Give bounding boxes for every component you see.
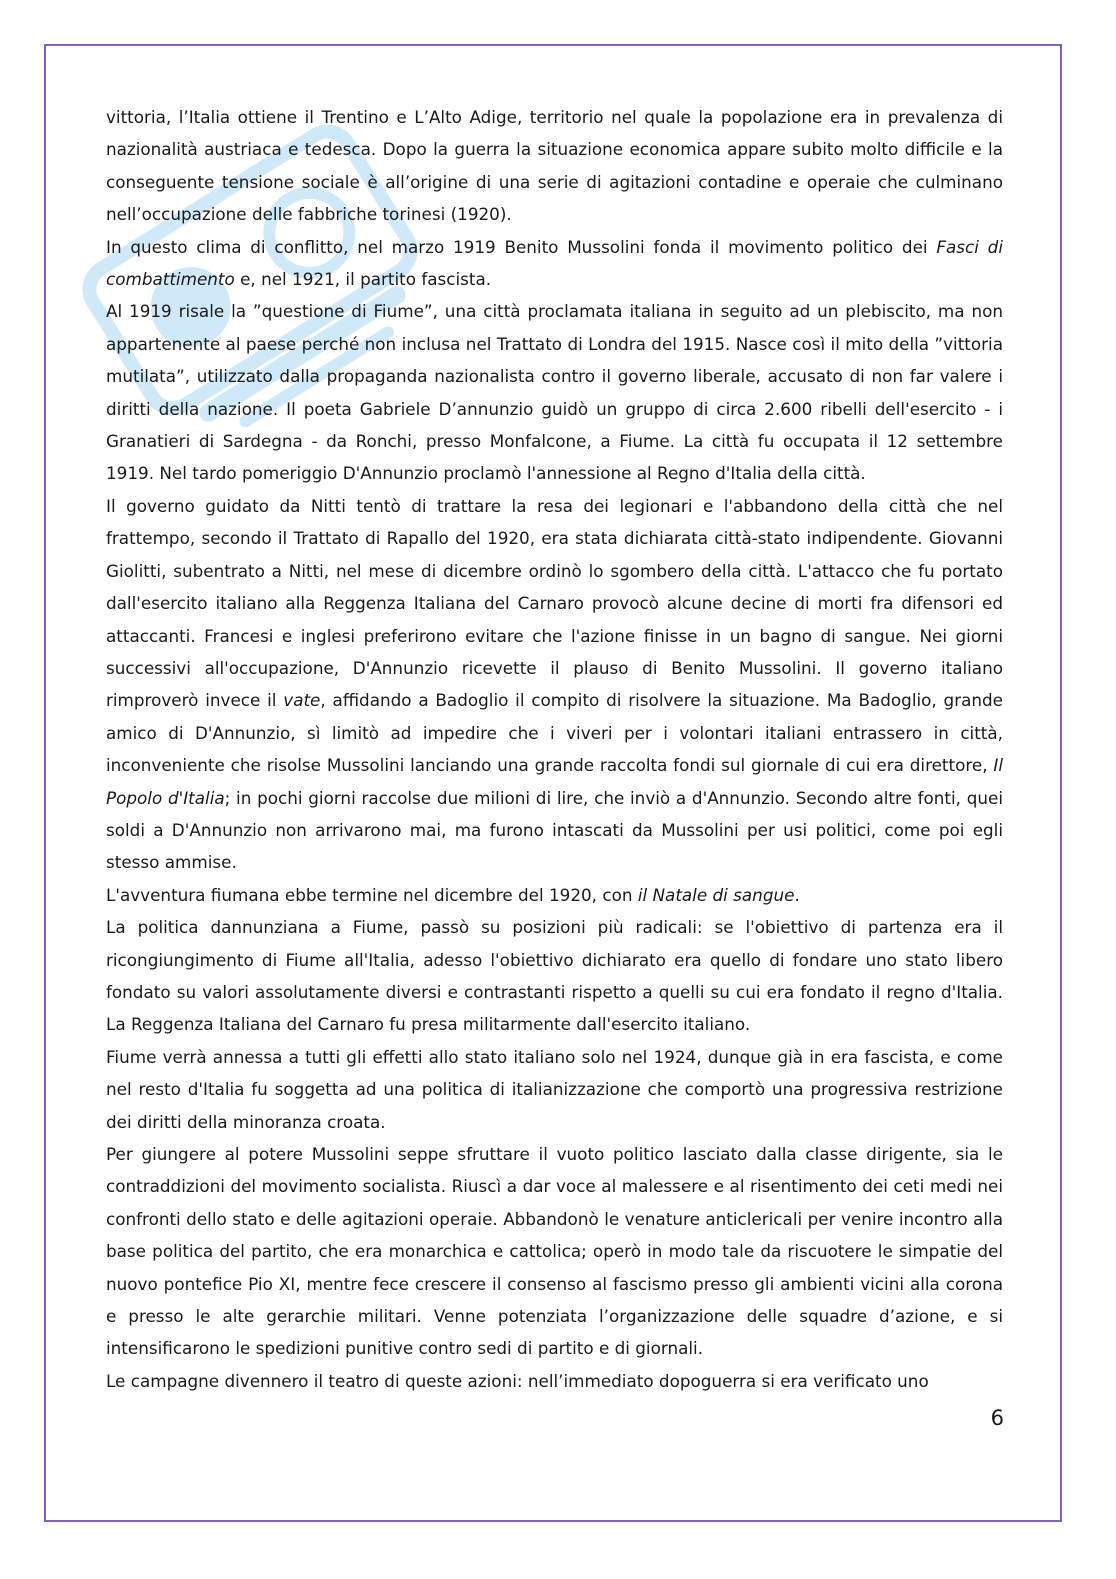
paragraph: [106, 101, 1003, 231]
paragraph: [106, 911, 1003, 1041]
italic-text: Il Popolo d'Italia: [106, 755, 1003, 808]
paragraph: [106, 295, 1003, 489]
text-run: La politica dannunziana a Fiume, passò su posizioni più radicali: se l'obiettivo di partenza era il ricongiungimento di Fiume all'Italia, adesso l'obiettivo dichiarato era quello di fondare uno stato libero fondato su valori assolutamente diversi e contrastanti rispetto a quelli su cui era fondato il regno d'Italia. La Reggenza Italiana del Carnaro fu presa militarmente dall'esercito italiano.: [106, 917, 1003, 1035]
paragraph: [106, 1041, 1003, 1138]
paragraph: [106, 490, 1003, 879]
italic-text: il Natale di sangue: [637, 884, 795, 905]
text-run: Al 1919 risale la ”questione di Fiume”, una città proclamata italiana in seguito ad un plebiscito, ma non appartenente al paese perché non inclusa nel Trattato di Londra del 1915. Nasce così il mito della ”vittoria mutilata”, utilizzato dalla propaganda nazionalista contro il governo liberale, accusato di non far valere i diritti della nazione. Il poeta Gabriele D’annunzio guidò un gruppo di circa 2.600 ribelli dell'esercito - i Granatieri di Sardegna - da Ronchi, presso Monfalcone, a Fiume. La città fu occupata il 12 settembre 1919. Nel tardo pomeriggio D'Annunzio proclamò l'annessione al Regno d'Italia della città.: [106, 301, 1003, 484]
text-run: e, nel 1921, il partito fascista.: [234, 269, 492, 290]
text-run: ; in pochi giorni raccolse due milioni di lire, che inviò a d'Annunzio. Secondo altre fonti, quei soldi a D'Annunzio non arrivarono mai, ma furono intascati da Mussolini per usi politici, come poi egli stesso ammise.: [106, 787, 1003, 873]
text-run: Il governo guidato da Nitti tentò di trattare la resa dei legionari e l'abbandono della città che nel frattempo, secondo il Trattato di Rapallo del 1920, era stata dichiarata città-stato indipendente. Giovanni Giolitti, subentrato a Nitti, nel mese di dicembre ordinò lo sgombero della città. L'attacco che fu portato dall'esercito italiano alla Reggenza Italiana del Carnaro provocò alcune decine di morti fra difensori ed attaccanti. Francesi e inglesi preferirono evitare che l'azione finisse in un bagno di sangue. Nei giorni successivi all'occupazione, D'Annunzio ricevette il plauso di Benito Mussolini. Il governo italiano rimproverò invece il: [106, 495, 1003, 711]
paragraph: [106, 879, 1003, 911]
paragraph: [106, 231, 1003, 296]
text-run: vittoria, l’Italia ottiene il Trentino e L’Alto Adige, territorio nel quale la popolazione era in prevalenza di nazionalità austriaca e tedesca. Dopo la guerra la situazione economica appare subito molto difficile e la conseguente tensione sociale è all’origine di una serie di agitazioni contadine e operaie che culminano nell’occupazione delle fabbriche torinesi (1920).: [106, 107, 1003, 225]
paragraph: [106, 1365, 1003, 1397]
page-number: 6: [990, 1406, 1004, 1430]
text-run: , affidando a Badoglio il compito di risolvere la situazione. Ma Badoglio, grande amico di D'Annunzio, sì limitò ad impedire che i viveri per i volontari italiani entrassero in città, inconveniente che risolse Mussolini lanciando una grande raccolta fondi sul giornale di cui era direttore,: [106, 690, 1003, 776]
text-run: Fiume verrà annessa a tutti gli effetti allo stato italiano solo nel 1924, dunque già in era fascista, e come nel resto d'Italia fu soggetta ad una politica di italianizzazione che comportò una progressiva restrizione dei diritti della minoranza croata.: [106, 1046, 1003, 1132]
paragraph: [106, 1138, 1003, 1365]
document-body: [106, 101, 1003, 1397]
text-run: L'avventura fiumana ebbe termine nel dicembre del 1920, con: [106, 884, 638, 905]
text-run: In questo clima di conflitto, nel marzo 1919 Benito Mussolini fonda il movimento politico dei: [106, 236, 937, 257]
text-run: Le campagne divennero il teatro di queste azioni: nell’immediato dopoguerra si era verificato uno: [106, 1370, 929, 1391]
italic-text: vate: [283, 690, 321, 711]
italic-text: Fasci di combattimento: [106, 236, 1003, 290]
text-run: .: [794, 884, 800, 905]
text-run: Per giungere al potere Mussolini seppe sfruttare il vuoto politico lasciato dalla classe dirigente, sia le contraddizioni del movimento socialista. Riuscì a dar voce al malessere e al risentimento dei ceti medi nei confronti dello stato e delle agitazioni operaie. Abbandonò le venature anticlericali per venire incontro alla base politica del partito, che era monarchica e cattolica; operò in modo tale da riscuotere le simpatie del nuovo pontefice Pio XI, mentre fece crescere il consenso al fascismo presso gli ambienti vicini alla corona e presso le alte gerarchie militari. Venne potenziata l’organizzazione delle squadre d’azione, e si intensificarono le spedizioni punitive contro sedi di partito e di giornali.: [106, 1144, 1003, 1359]
